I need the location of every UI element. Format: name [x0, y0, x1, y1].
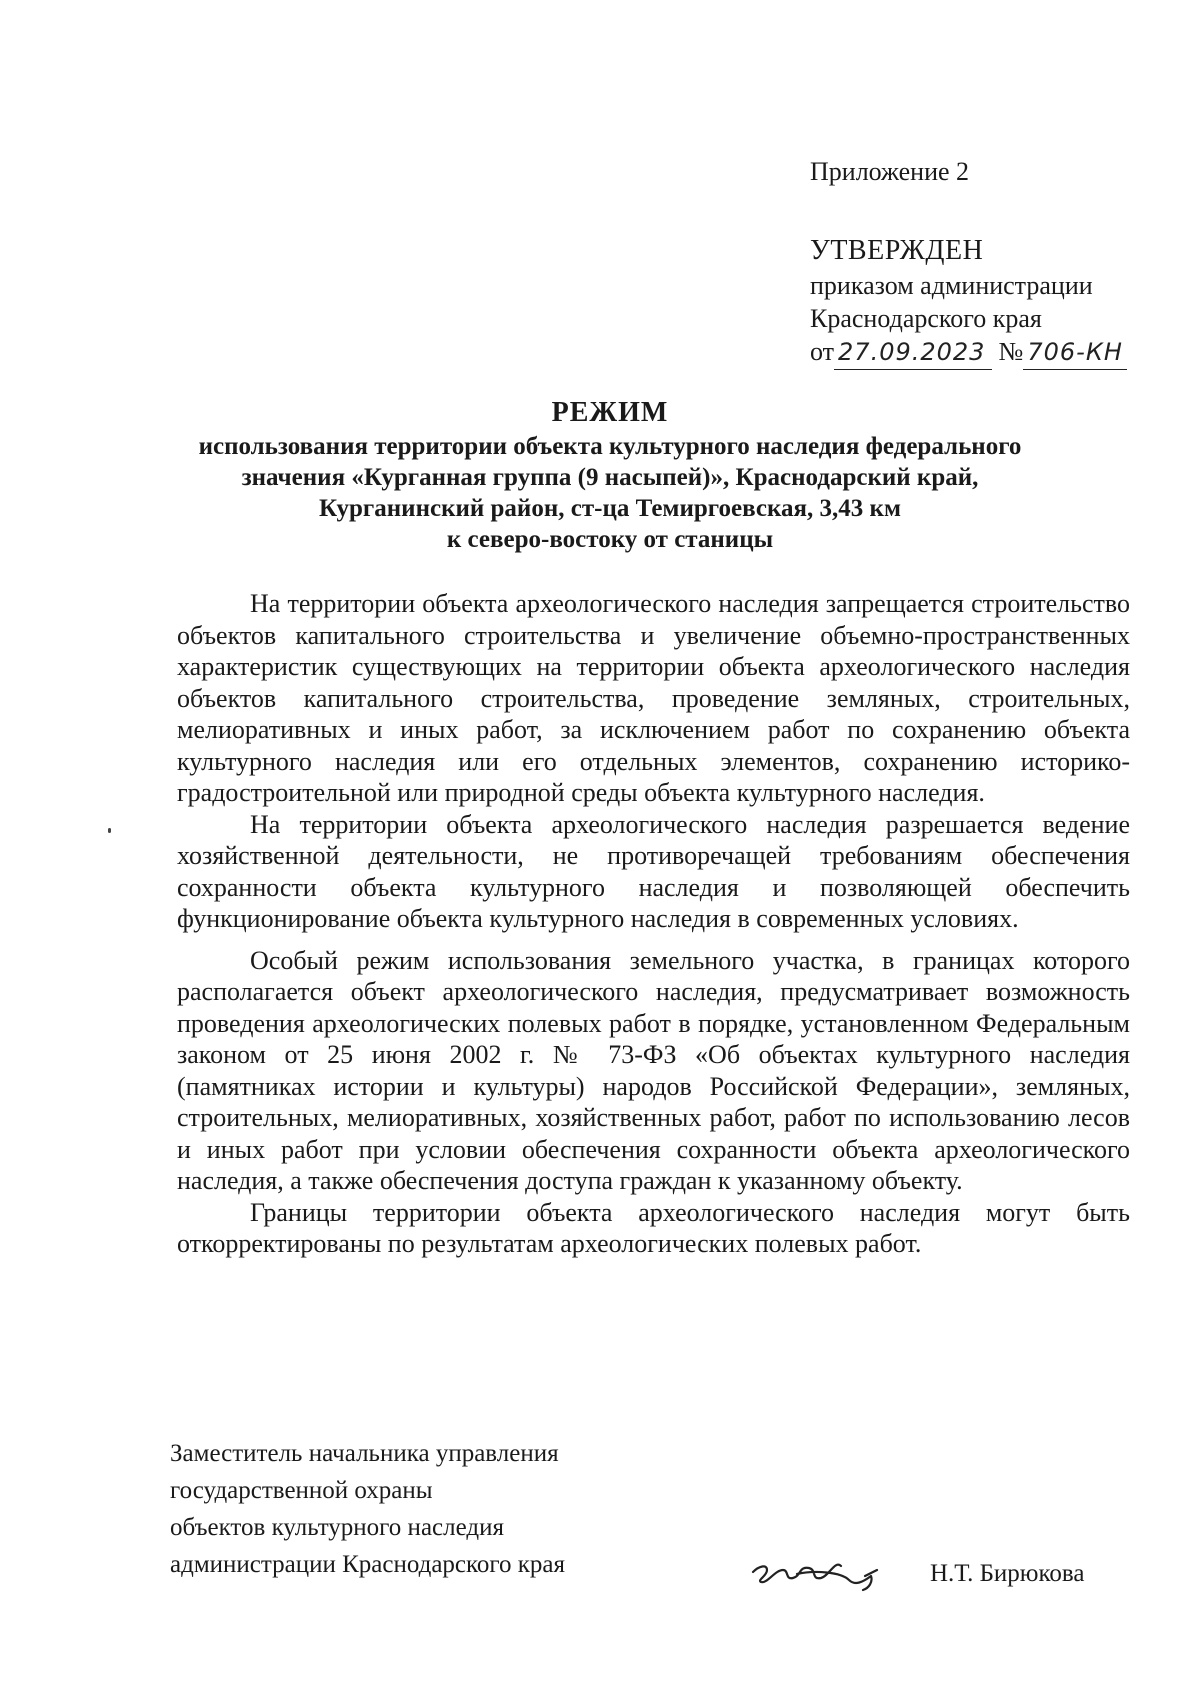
- title-line-3: Курганинский район, ст-ца Темиргоевская, 3,43 км: [319, 495, 901, 522]
- signer-name: Н.Т. Бирюкова: [930, 1560, 1085, 1587]
- date-prefix: от: [810, 337, 835, 366]
- paragraph-permissions: На территории объекта археологического наследия разрешается ведение хозяйственной деятельности, не противоречащей требованиям обеспечения сохранности объекта культурного наследия и позволяющей обеспечить функционирование объекта культурного наследия в современных условиях.: [177, 809, 1130, 933]
- handwritten-signature: [745, 1548, 895, 1598]
- paragraph-special-regime: Особый режим использования земельного участка, в границах которого располагается объект археологического наследия, предусматривает возможность проведения археологических полевых работ в порядке, установленном Федеральным законом от 25 июня 2002 г. № 73-ФЗ «Об объектах культурного наследия (памятниках истории и культуры) народов Российской Федерации», земляных, строительных, мелиоративных, хозяйственных работ, работ по использованию лесов и иных работ при условии обеспечения сохранности объекта археологического наследия, а также обеспечения доступа граждан к указанному объекту.: [177, 945, 1130, 1195]
- approved-label: УТВЕРЖДЕН: [810, 235, 984, 266]
- approval-date-line: [810, 335, 1140, 370]
- document-body: [177, 588, 1130, 1260]
- approval-order-line: приказом администрации: [810, 271, 1093, 300]
- handwritten-date: 27.09.2023: [834, 336, 992, 370]
- title-line-2: значения «Курганная группа (9 насыпей)», Краснодарский край,: [241, 464, 979, 491]
- handwritten-number: 706-КН: [1023, 336, 1127, 370]
- title-main: РЕЖИМ: [551, 397, 669, 428]
- signer-line-2: государственной охраны: [170, 1477, 433, 1504]
- title-line-1: использования территории объекта культурного наследия федерального: [198, 433, 1022, 460]
- paragraph-prohibitions: На территории объекта археологического наследия запрещается строительство объектов капитального строительства и увеличение объемно-пространственных характеристик существующих на территории объекта археологического наследия объектов капитального строительства, проведение земляных, строительных, мелиоративных и иных работ, за исключением работ по сохранению объекта культурного наследия или его отдельных элементов, сохранению историко-градостроительной или природной среды объекта культурного наследия.: [177, 589, 1130, 807]
- signer-line-1: Заместитель начальника управления: [170, 1440, 559, 1467]
- scan-speck: [108, 828, 111, 833]
- paragraph-boundaries: Границы территории объекта археологического наследия могут быть откорректированы по результатам археологических полевых работ.: [177, 1197, 1130, 1258]
- appendix-label: Приложение 2: [810, 157, 970, 186]
- signer-line-3: объектов культурного наследия: [170, 1514, 504, 1541]
- document-title: [150, 395, 1070, 555]
- number-prefix: №: [998, 337, 1024, 366]
- title-line-4: к северо-востоку от станицы: [446, 526, 774, 553]
- approval-authority-line: Краснодарского края: [810, 304, 1042, 333]
- signer-line-4: администрации Краснодарского края: [170, 1551, 566, 1578]
- approval-block: [810, 155, 1140, 370]
- signer-position: [170, 1435, 690, 1583]
